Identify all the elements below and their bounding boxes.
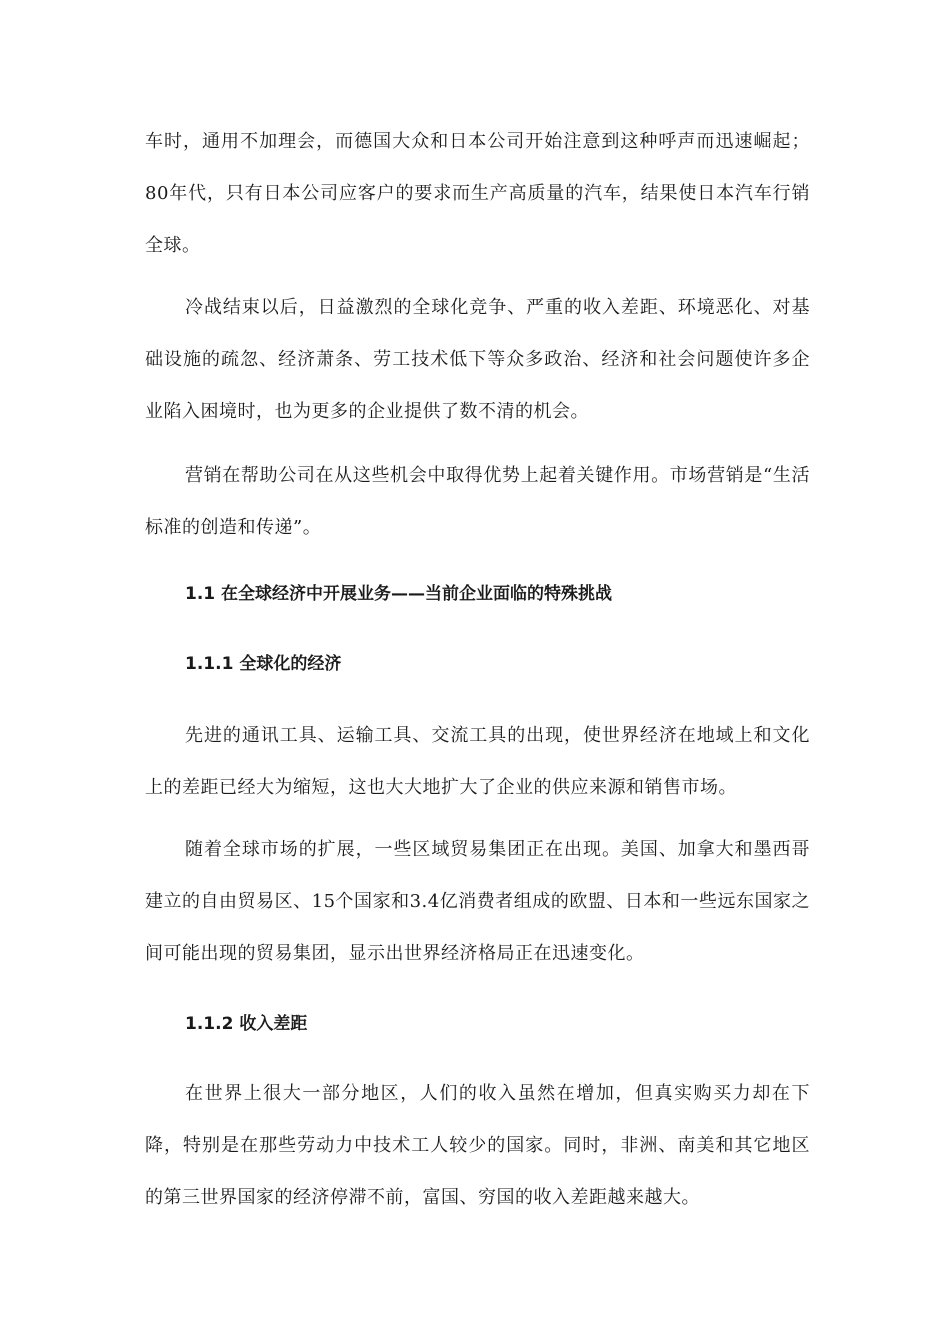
- section-heading-1-1-2: 1.1.2 收入差距: [185, 1014, 308, 1034]
- section-heading-1-1: 1.1 在全球经济中开展业务——当前企业面临的特殊挑战: [185, 584, 613, 604]
- paragraph-globalized-economy: 先进的通讯工具、运输工具、交流工具的出现，使世界经济在地域上和文化上的差距已经大为缩短，这也大大地扩大了企业的供应来源和销售市场。: [145, 725, 810, 798]
- paragraph-marketing-role: 营销在帮助公司在从这些机会中取得优势上起着关键作用。市场营销是“生活标准的创造和传递”。: [145, 465, 810, 538]
- paragraph-income-gap: 在世界上很大一部分地区，人们的收入虽然在增加，但真实购买力却在下降，特别是在那些劳动力中技术工人较少的国家。同时，非洲、南美和其它地区的第三世界国家的经济停滞不前，富国、穷国的收入差距越来越大。: [145, 1083, 810, 1208]
- section-heading-1-1-1: 1.1.1 全球化的经济: [185, 654, 342, 674]
- paragraph-post-cold-war: 冷战结束以后，日益激烈的全球化竞争、严重的收入差距、环境恶化、对基础设施的疏忽、经济萧条、劳工技术低下等众多政治、经济和社会问题使许多企业陷入困境时，也为更多的企业提供了数不清的机会。: [145, 297, 810, 422]
- paragraph-regional-trade-blocs: 随着全球市场的扩展，一些区域贸易集团正在出现。美国、加拿大和墨西哥建立的自由贸易区、15个国家和3.4亿消费者组成的欧盟、日本和一些远东国家之间可能出现的贸易集团，显示出世界经济格局正在迅速变化。: [145, 839, 810, 964]
- paragraph-auto-industry: 车时，通用不加理会，而德国大众和日本公司开始注意到这种呼声而迅速崛起；80年代，只有日本公司应客户的要求而生产高质量的汽车，结果使日本汽车行销全球。: [145, 131, 810, 256]
